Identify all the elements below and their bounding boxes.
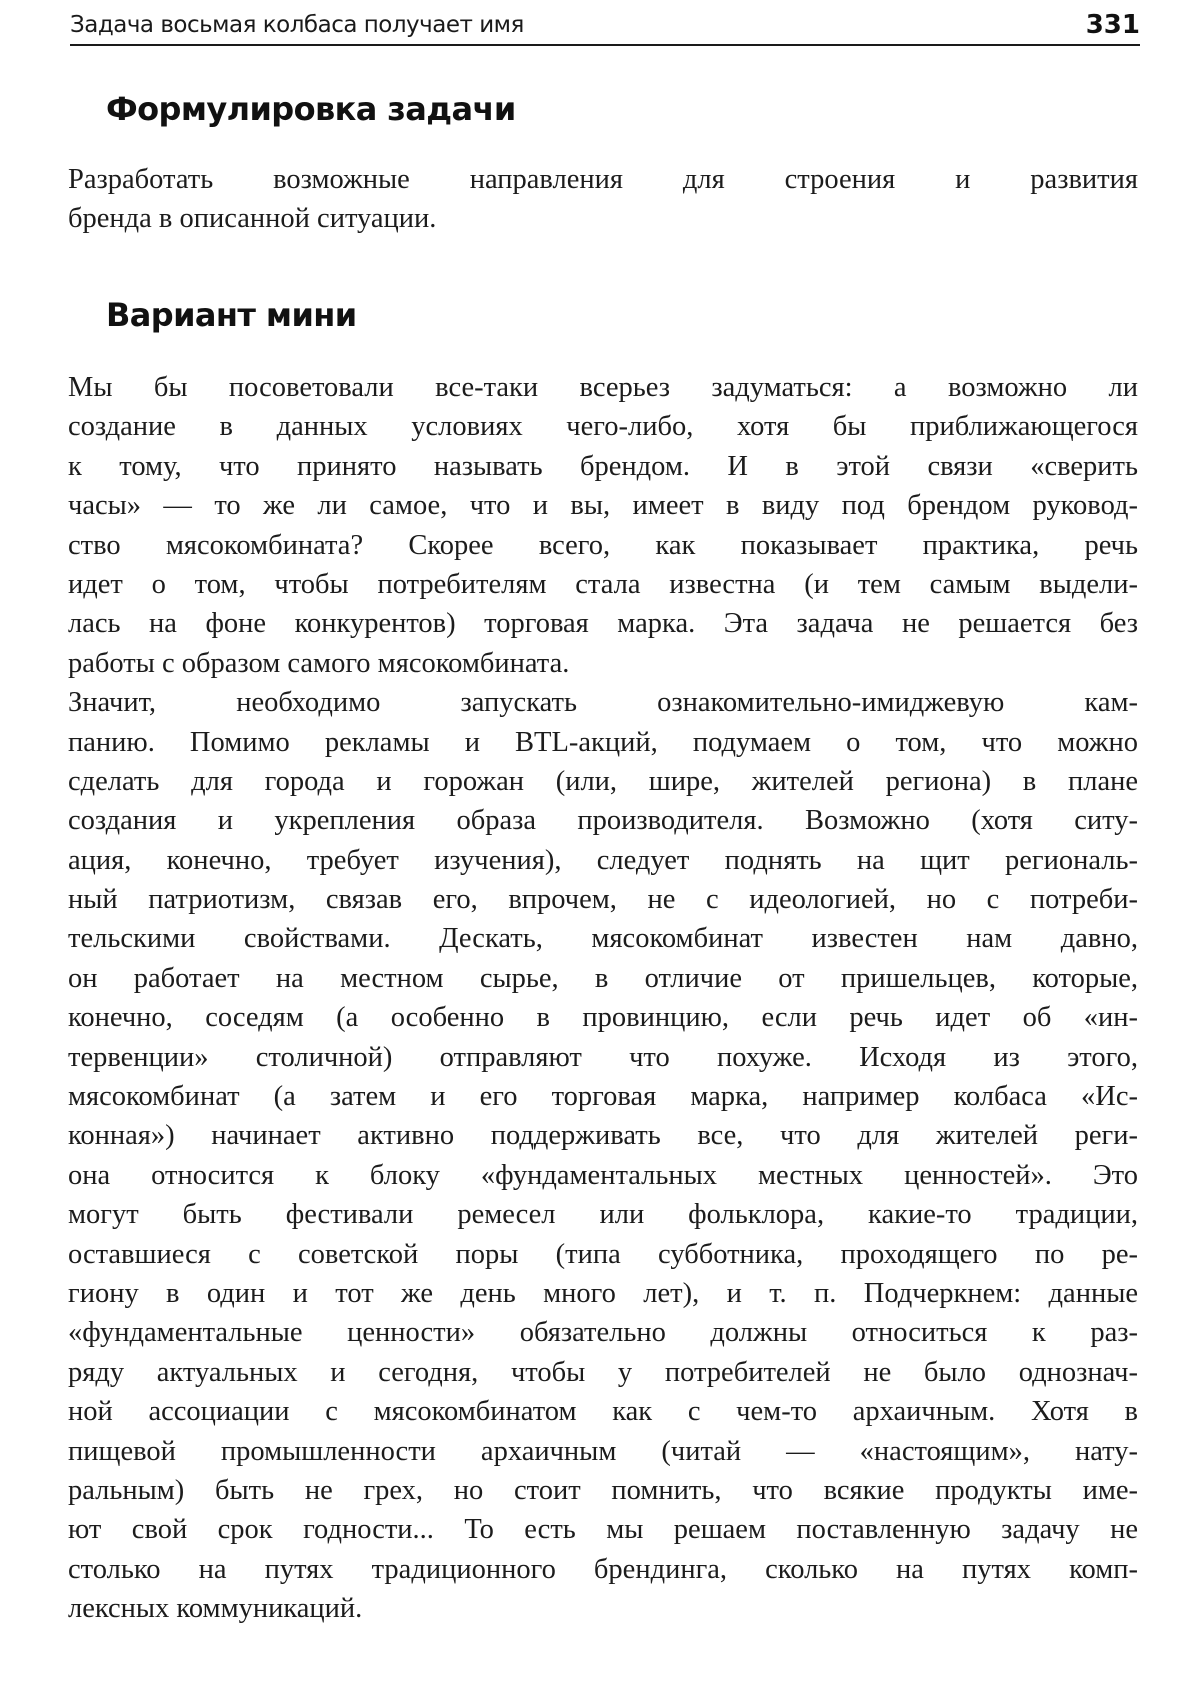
text-line: часы» — то же ли самое, что и вы, имеет в виду под брендом руковод- [68, 490, 1138, 522]
text-line: сделать для города и горожан (или, шире, жителей региона) в плане [68, 765, 1138, 797]
running-title: Задача восьмая колбаса получает имя [70, 12, 524, 38]
text-line: Мы бы посоветовали все-таки всерьез задуматься: а возможно ли [68, 372, 1138, 403]
text-line: гиону в один и тот же день много лет), и т. п. Подчеркнем: данные [68, 1277, 1138, 1309]
section-heading-mini-variant: Вариант мини [106, 296, 357, 334]
text-line: столько на путях традиционного брендинга, сколько на путях комп- [68, 1553, 1138, 1585]
text-line: Разработать возможные направления для строения и развития [68, 164, 1138, 195]
text-line: лась на фоне конкурентов) торговая марка. Эта задача не решается без [68, 608, 1138, 640]
text-line: «фундаментальные ценности» обязательно должны относиться к раз- [68, 1317, 1138, 1349]
text-line: он работает на местном сырье, в отличие от пришельцев, которые, [68, 962, 1138, 994]
mini-variant-text [68, 368, 1138, 1629]
text-line: конная») начинает активно поддерживать все, что для жителей реги- [68, 1120, 1138, 1152]
text-line: идет о том, чтобы потребителям стала известна (и тем самым выдели- [68, 568, 1138, 600]
text-line: панию. Помимо рекламы и BTL-акций, подумаем о том, что можно [68, 726, 1138, 758]
text-line: могут быть фестивали ремесел или фольклора, какие-то традиции, [68, 1199, 1138, 1231]
text-line: ство мясокомбината? Скорее всего, как показывает практика, речь [68, 529, 1138, 561]
text-line: создание в данных условиях чего-либо, хотя бы приближающегося [68, 411, 1138, 443]
text-line: ряду актуальных и сегодня, чтобы у потребителей не было однознач- [68, 1356, 1138, 1388]
text-line: ный патриотизм, связав его, впрочем, не с идеологией, но с потреби- [68, 884, 1138, 916]
section-heading-problem: Формулировка задачи [106, 90, 516, 128]
text-line: лексных коммуникаций. [68, 1593, 363, 1625]
problem-text [68, 160, 1138, 239]
text-line: мясокомбинат (а затем и его торговая марка, например колбаса «Ис- [68, 1081, 1138, 1113]
text-line: ральным) быть не грех, но стоит помнить, что всякие продукты име- [68, 1474, 1138, 1506]
text-line: ной ассоциации с мясокомбинатом как с чем-то архаичным. Хотя в [68, 1396, 1138, 1428]
text-line: тервенции» столичной) отправляют что похуже. Исходя из этого, [68, 1041, 1138, 1073]
text-line: Значит, необходимо запускать ознакомительно-имиджевую кам- [68, 687, 1138, 719]
page-number: 331 [1085, 10, 1140, 40]
text-line: конечно, соседям (а особенно в провинцию, если речь идет об «ин- [68, 1002, 1138, 1034]
text-line: создания и укрепления образа производителя. Возможно (хотя ситу- [68, 805, 1138, 837]
text-line: тельскими свойствами. Дескать, мясокомбинат известен нам давно, [68, 923, 1138, 955]
text-line: ют свой срок годности... То есть мы решаем поставленную задачу не [68, 1514, 1138, 1546]
text-line: пищевой промышленности архаичным (читай — «настоящим», нату- [68, 1435, 1138, 1467]
text-line: к тому, что принято называть брендом. И в этой связи «сверить [68, 450, 1138, 482]
text-line: бренда в описанной ситуации. [68, 203, 437, 235]
running-header [70, 6, 1140, 46]
text-line: оставшиеся с советской поры (типа субботника, проходящего по ре- [68, 1238, 1138, 1270]
text-line: работы с образом самого мясокомбината. [68, 647, 570, 679]
text-line: она относится к блоку «фундаментальных местных ценностей». Это [68, 1159, 1138, 1191]
text-line: ация, конечно, требует изучения), следует поднять на щит региональ- [68, 844, 1138, 876]
